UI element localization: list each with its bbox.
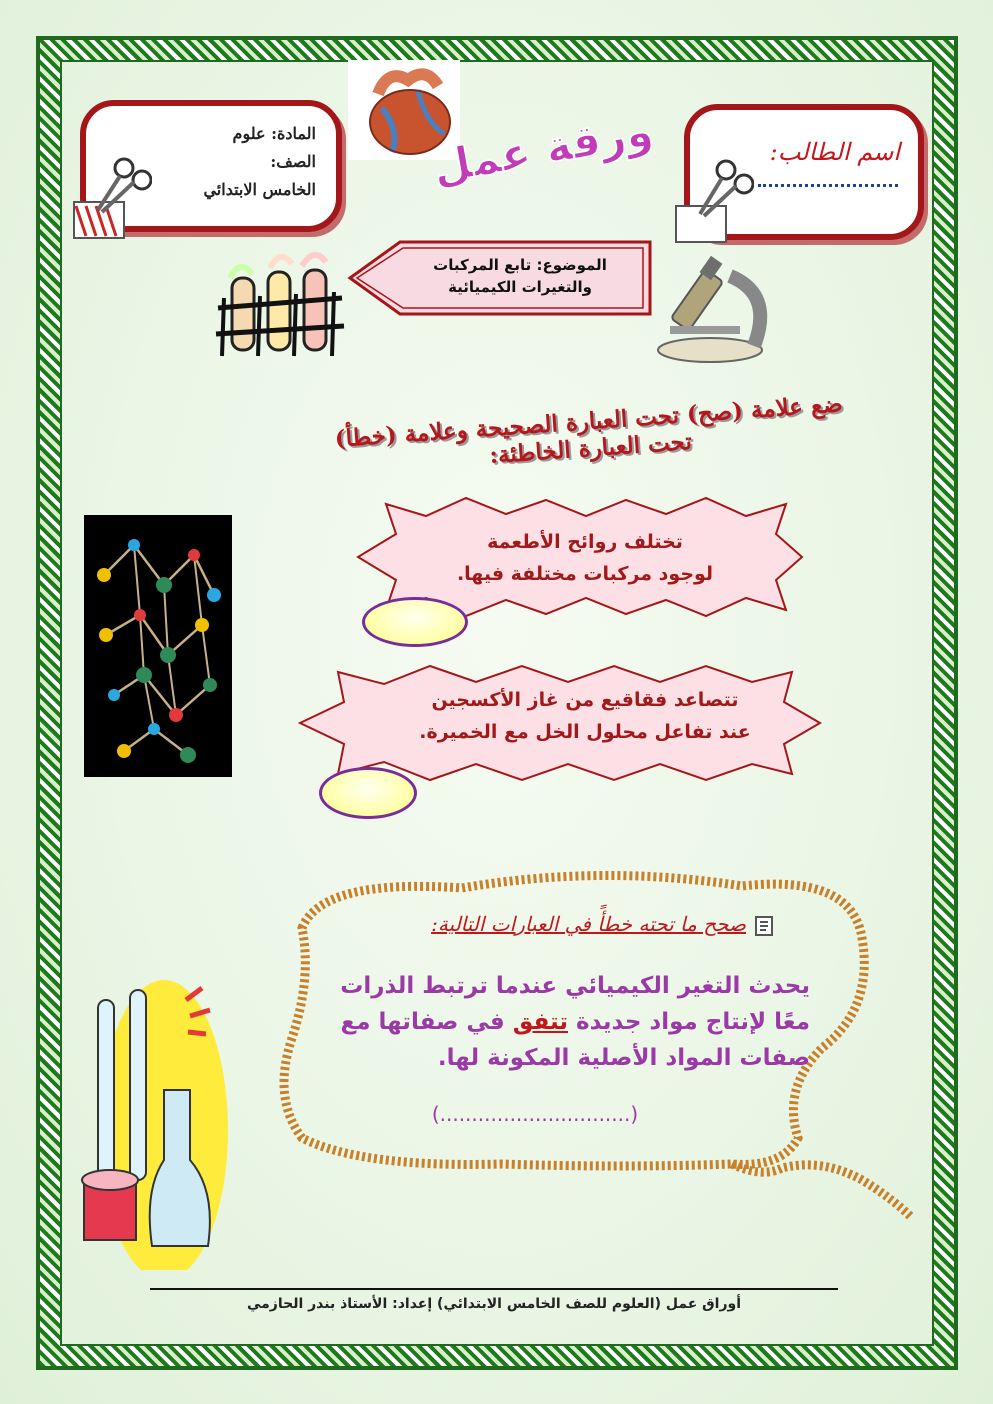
correction-line-2-after: في صفاتها مع: [340, 1009, 513, 1035]
worksheet-title: [425, 102, 665, 232]
subject-info: [203, 120, 316, 204]
topic-line-2: والتغيرات الكيميائية: [448, 278, 592, 296]
statement-1-line-2: لوجود مركبات مختلفة فيها.: [456, 563, 714, 585]
correction-line-2-before: معًا لإنتاج مواد جديدة: [568, 1009, 810, 1035]
topic-line-1: الموضوع: تابع المركبات: [433, 256, 607, 274]
correction-line-3: صفات المواد الأصلية المكونة لها.: [437, 1045, 810, 1071]
correction-line-1: يحدث التغير الكيميائي عندما ترتبط الذرات: [340, 973, 810, 999]
grade-label: الصف:: [270, 152, 316, 171]
underlined-wrong-word: تتفق: [512, 1009, 569, 1035]
footer-credit: أوراق عمل (العلوم للصف الخامس الابتدائي) إعداد: الأستاذ بندر الحازمي: [246, 1296, 742, 1312]
student-name-field[interactable]: [758, 184, 898, 187]
molecule-image: [84, 515, 232, 777]
subject-line: المادة: علوم: [232, 124, 316, 143]
scissors-icon: [72, 150, 152, 242]
instructions-heading: ضع علامة (صح) تحت العبارة الصحيحة وعلامة (خطأ) تحت العبارة الخاطئة:: [333, 390, 844, 470]
scissors-icon: [674, 156, 754, 246]
microscope-illustration: [650, 256, 780, 368]
test-tubes-illustration: [210, 238, 350, 368]
topic-label: [400, 254, 640, 298]
footer-divider: [150, 1288, 838, 1290]
grade-value: الخامس الابتدائي: [203, 180, 316, 199]
student-name-label: اسم الطالب:: [769, 138, 900, 166]
correction-heading: صحح ما تحته خطأً في العبارات التالية:: [431, 912, 746, 936]
correction-statement: [300, 968, 810, 1076]
note-icon: [752, 914, 776, 938]
correction-answer-field[interactable]: (..............................): [431, 1102, 639, 1126]
statement-2-answer-oval[interactable]: [319, 767, 417, 819]
statement-1-line-1: تختلف روائح الأطعمة: [487, 531, 683, 553]
statement-2-line-2: عند تفاعل محلول الخل مع الخميرة.: [419, 721, 751, 743]
statement-1-answer-oval[interactable]: [362, 597, 468, 647]
worksheet-title-text: ورقة عمل: [428, 105, 657, 195]
statement-2-line-1: تتصاعد فقاقيع من غاز الأكسجين: [431, 689, 739, 711]
correction-line-2: [300, 1004, 810, 1040]
statement-2-text: [390, 684, 780, 748]
lab-glassware-illustration: [78, 960, 228, 1270]
statement-1-text: [420, 526, 750, 590]
